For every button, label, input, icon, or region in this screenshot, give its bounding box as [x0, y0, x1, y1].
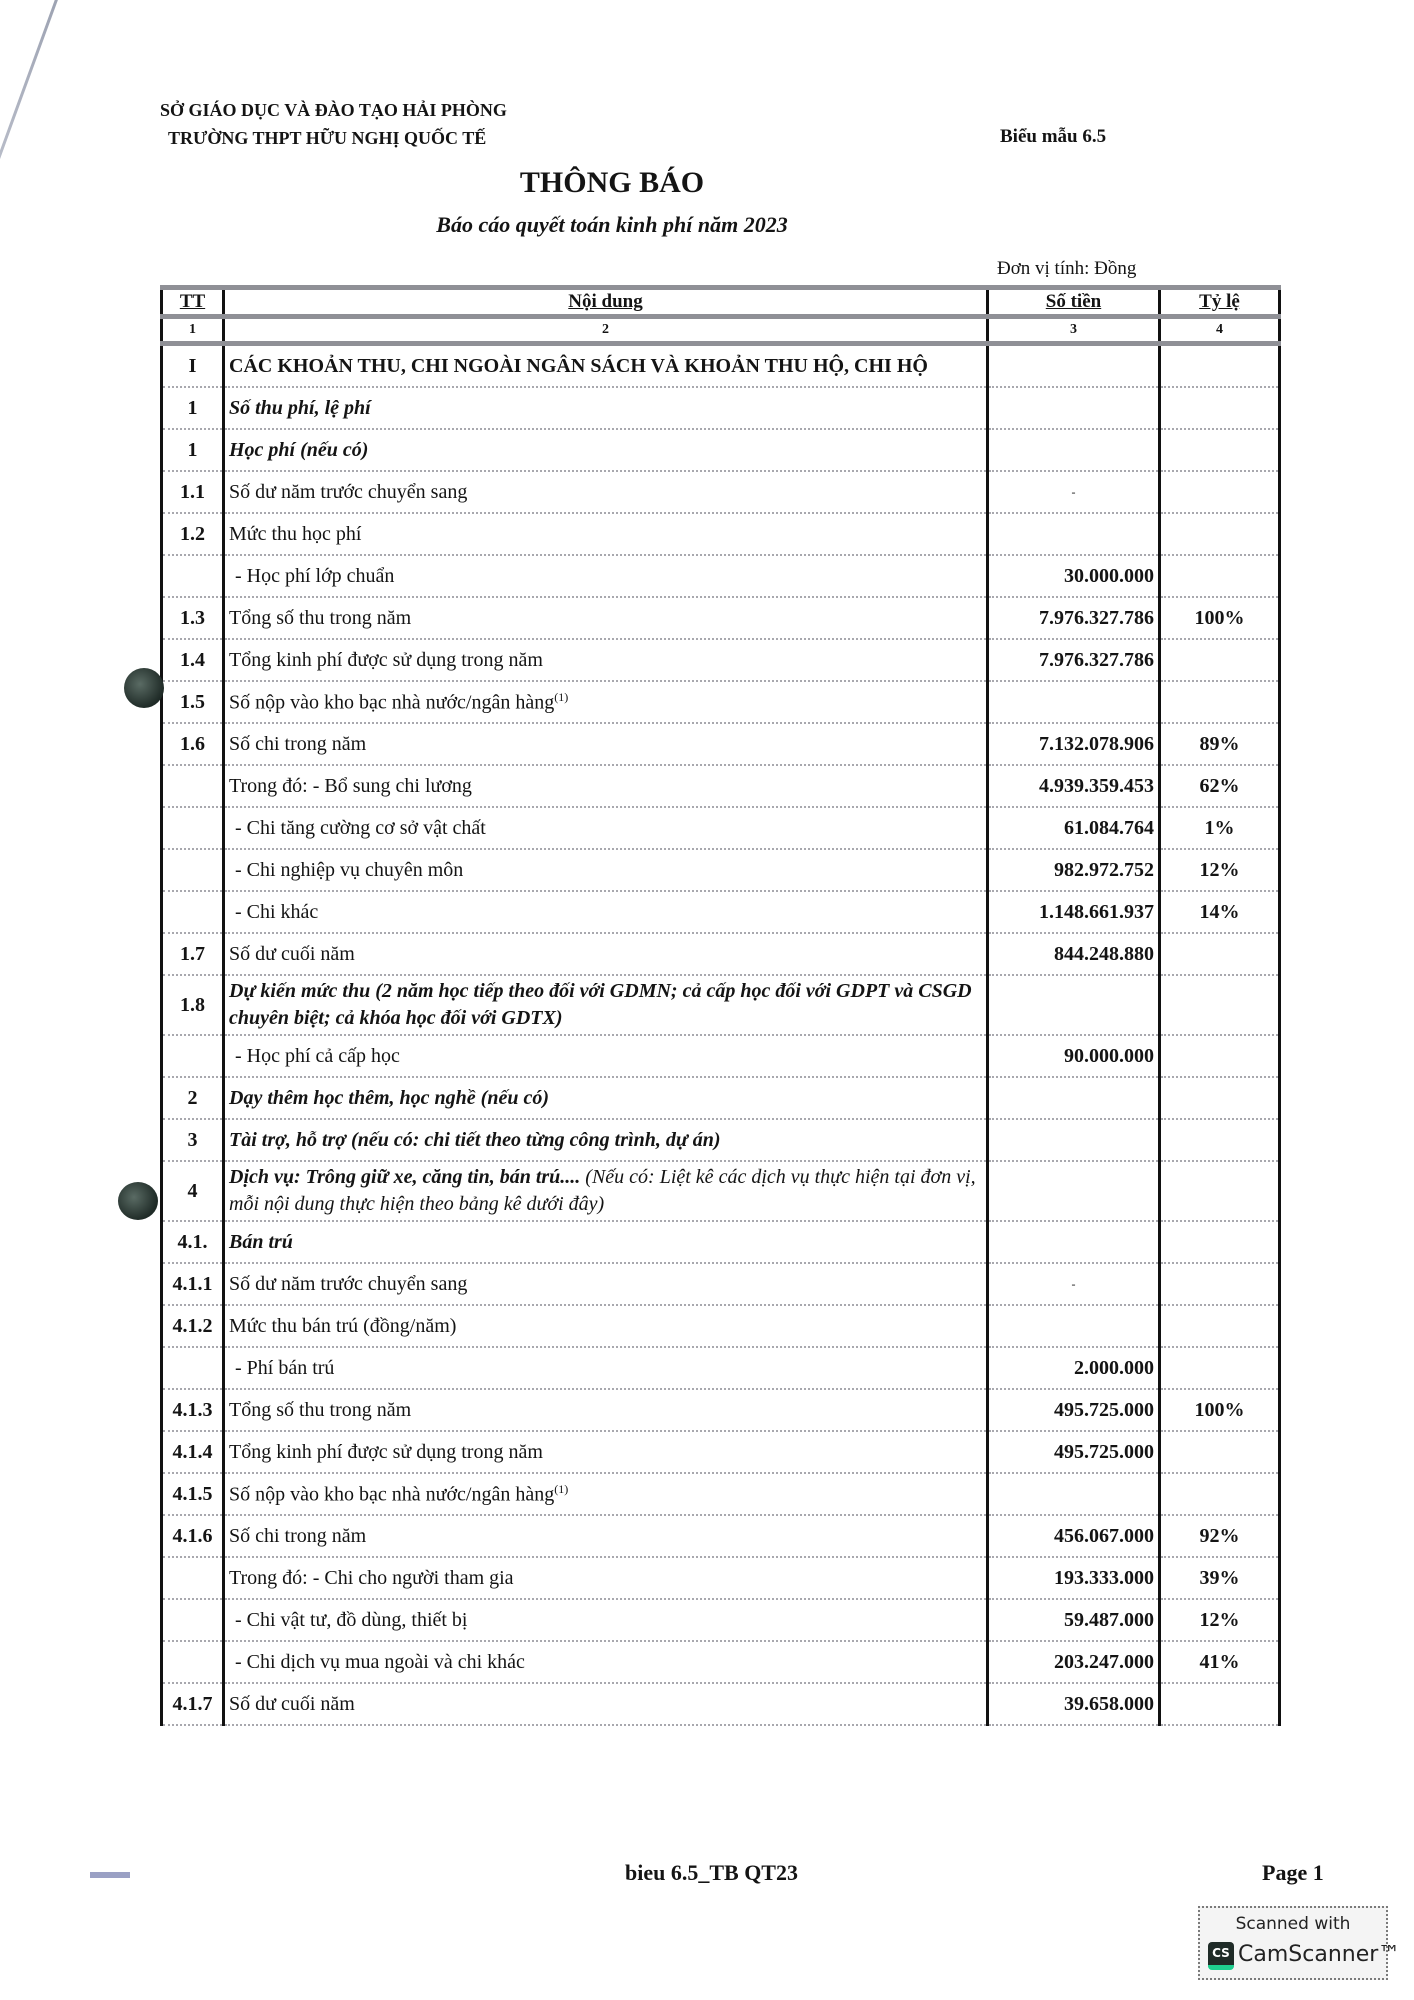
row-content	[224, 1473, 988, 1515]
row-content	[224, 681, 988, 723]
row-number: 4.1.6	[162, 1515, 224, 1557]
row-content	[224, 891, 988, 933]
row-amount: 7.976.327.786	[988, 597, 1160, 639]
table-row	[162, 344, 1280, 388]
row-number: 1.5	[162, 681, 224, 723]
row-number	[162, 1641, 224, 1683]
row-amount	[988, 344, 1160, 388]
row-content-text: Dự kiến mức thu (2 năm học tiếp theo đối với GDMN; cả cấp học đối với GDPT và CSGD chuyên biệt; cả khóa học đối với GDTX)	[229, 980, 972, 1029]
row-content	[224, 1221, 988, 1263]
row-content	[224, 1035, 988, 1077]
row-ratio: 89%	[1160, 723, 1280, 765]
row-ratio	[1160, 1161, 1280, 1221]
row-content	[224, 555, 988, 597]
footer-page-number: Page 1	[1262, 1860, 1324, 1885]
table-row	[162, 1347, 1280, 1389]
table-row	[162, 1389, 1280, 1431]
table-row	[162, 1515, 1280, 1557]
row-number: 4.1.5	[162, 1473, 224, 1515]
column-number-3: 3	[988, 317, 1160, 344]
row-number: 1.8	[162, 975, 224, 1035]
row-content	[224, 597, 988, 639]
badge-brand: CamScanner™	[1238, 1942, 1401, 1967]
row-content-text: Mức thu học phí	[229, 522, 362, 545]
school-name: TRƯỜNG THPT HỮU NGHỊ QUỐC TẾ	[168, 128, 487, 148]
row-ratio	[1160, 975, 1280, 1035]
row-number: 1	[162, 429, 224, 471]
row-ratio	[1160, 387, 1280, 429]
row-content	[224, 1161, 988, 1221]
footer-sheet-name: bieu 6.5_TB QT23	[625, 1860, 798, 1885]
row-content	[224, 387, 988, 429]
row-amount: 193.333.000	[988, 1557, 1160, 1599]
row-ratio	[1160, 344, 1280, 388]
row-content-text: - Chi tăng cường cơ sở vật chất	[235, 816, 486, 839]
table-row	[162, 1077, 1280, 1119]
table-row	[162, 513, 1280, 555]
table-row	[162, 807, 1280, 849]
row-number	[162, 1035, 224, 1077]
row-ratio: 100%	[1160, 1389, 1280, 1431]
table-row	[162, 597, 1280, 639]
table-row	[162, 933, 1280, 975]
row-content-text: - Học phí lớp chuẩn	[235, 564, 395, 587]
row-amount	[988, 1221, 1160, 1263]
footnote-marker: (1)	[554, 1481, 569, 1496]
column-header-amount: Số tiền	[988, 288, 1160, 317]
row-content-text: Số dư cuối năm	[229, 942, 355, 965]
row-content-text: - Phí bán trú	[235, 1356, 335, 1379]
row-amount: 495.725.000	[988, 1431, 1160, 1473]
row-content	[224, 1599, 988, 1641]
camscanner-badge	[1198, 1906, 1401, 1980]
column-number-2: 2	[224, 317, 988, 344]
row-number: 2	[162, 1077, 224, 1119]
row-amount	[988, 1473, 1160, 1515]
report-table	[160, 285, 1281, 1726]
row-number	[162, 765, 224, 807]
row-number	[162, 1599, 224, 1641]
row-content-text: Bán trú	[229, 1230, 293, 1253]
row-amount	[988, 1305, 1160, 1347]
table-row	[162, 849, 1280, 891]
row-ratio	[1160, 1347, 1280, 1389]
table-row	[162, 555, 1280, 597]
column-number-4: 4	[1160, 317, 1280, 344]
row-number: 1.1	[162, 471, 224, 513]
row-content-text: Số dư năm trước chuyển sang	[229, 480, 468, 503]
row-content	[224, 1077, 988, 1119]
table-row	[162, 1641, 1280, 1683]
table-row	[162, 1035, 1280, 1077]
row-content-text: - Học phí cả cấp học	[235, 1044, 400, 1067]
row-amount: 456.067.000	[988, 1515, 1160, 1557]
column-header-tt: TT	[162, 288, 224, 317]
row-amount: 2.000.000	[988, 1347, 1160, 1389]
row-ratio	[1160, 1077, 1280, 1119]
row-content-text: Tổng số thu trong năm	[229, 606, 412, 629]
row-ratio: 1%	[1160, 807, 1280, 849]
row-content	[224, 471, 988, 513]
table-row	[162, 387, 1280, 429]
row-ratio	[1160, 1431, 1280, 1473]
punch-hole	[124, 668, 164, 708]
column-header-content: Nội dung	[224, 288, 988, 317]
row-content	[224, 1557, 988, 1599]
row-amount: 844.248.880	[988, 933, 1160, 975]
document-subtitle: Báo cáo quyết toán kinh phí năm 2023	[436, 212, 788, 237]
table-row	[162, 1431, 1280, 1473]
row-ratio: 100%	[1160, 597, 1280, 639]
row-number	[162, 891, 224, 933]
row-content	[224, 1641, 988, 1683]
row-content-text: Dịch vụ: Trông giữ xe, căng tin, bán trú....	[229, 1166, 581, 1188]
row-amount: 982.972.752	[988, 849, 1160, 891]
row-ratio	[1160, 471, 1280, 513]
row-ratio	[1160, 1473, 1280, 1515]
row-amount	[988, 681, 1160, 723]
row-content-text: - Chi vật tư, đồ dùng, thiết bị	[235, 1608, 468, 1631]
row-amount	[988, 1119, 1160, 1161]
row-amount	[988, 387, 1160, 429]
row-content	[224, 639, 988, 681]
row-amount: 90.000.000	[988, 1035, 1160, 1077]
row-content	[224, 429, 988, 471]
row-amount	[988, 975, 1160, 1035]
row-ratio	[1160, 555, 1280, 597]
row-content-text: Số nộp vào kho bạc nhà nước/ngân hàng	[229, 1483, 555, 1506]
row-content-text: Số chi trong năm	[229, 732, 367, 755]
row-amount: 7.976.327.786	[988, 639, 1160, 681]
row-content-text: Số dư năm trước chuyển sang	[229, 1272, 468, 1295]
row-content	[224, 975, 988, 1035]
row-content	[224, 1347, 988, 1389]
row-content	[224, 1305, 988, 1347]
row-content	[224, 1515, 988, 1557]
row-content-text: Dạy thêm học thêm, học nghề (nếu có)	[229, 1086, 549, 1109]
row-ratio: 62%	[1160, 765, 1280, 807]
unit-label: Đơn vị tính: Đồng	[997, 258, 1137, 279]
table-row	[162, 1599, 1280, 1641]
camscanner-logo-icon: CS	[1208, 1942, 1234, 1970]
row-number	[162, 1347, 224, 1389]
row-content	[224, 933, 988, 975]
footer-mark	[90, 1872, 130, 1878]
table-row	[162, 1557, 1280, 1599]
table-row	[162, 639, 1280, 681]
table-row	[162, 1119, 1280, 1161]
row-number	[162, 849, 224, 891]
row-amount	[988, 513, 1160, 555]
table-row	[162, 891, 1280, 933]
row-content-text: Trong đó: - Chi cho người tham gia	[229, 1566, 514, 1589]
row-number: 1.6	[162, 723, 224, 765]
table-row	[162, 471, 1280, 513]
row-content-text: Mức thu bán trú (đồng/năm)	[229, 1314, 457, 1337]
table-row	[162, 1263, 1280, 1305]
row-content-note: (Nếu có: Liệt kê các dịch vụ thực hiện tại đơn vị, mỗi nội dung thực hiện theo bảng kê dưới đây)	[229, 1166, 976, 1215]
row-content	[224, 1431, 988, 1473]
row-amount: -	[988, 471, 1160, 513]
row-number: 3	[162, 1119, 224, 1161]
agency-name: SỞ GIÁO DỤC VÀ ĐÀO TẠO HẢI PHÒNG	[160, 100, 507, 120]
row-number	[162, 555, 224, 597]
row-content	[224, 1389, 988, 1431]
document-title: THÔNG BÁO	[519, 166, 705, 199]
row-number: 4.1.1	[162, 1263, 224, 1305]
row-ratio	[1160, 1119, 1280, 1161]
form-number: Biểu mẫu 6.5	[1000, 126, 1107, 147]
row-number: 4	[162, 1161, 224, 1221]
row-content-text: Tài trợ, hỗ trợ (nếu có: chi tiết theo từng công trình, dự án)	[229, 1128, 721, 1151]
row-number: 4.1.4	[162, 1431, 224, 1473]
row-ratio: 92%	[1160, 1515, 1280, 1557]
table-row	[162, 765, 1280, 807]
row-amount: 30.000.000	[988, 555, 1160, 597]
row-number: I	[162, 344, 224, 388]
row-ratio	[1160, 1305, 1280, 1347]
row-content	[224, 723, 988, 765]
row-ratio	[1160, 1035, 1280, 1077]
row-content	[224, 513, 988, 555]
row-amount: 61.084.764	[988, 807, 1160, 849]
row-content-text: Số thu phí, lệ phí	[229, 396, 371, 419]
row-content	[224, 765, 988, 807]
row-amount	[988, 1161, 1160, 1221]
row-content-text: Số chi trong năm	[229, 1524, 367, 1547]
row-content-text: Tổng kinh phí được sử dụng trong năm	[229, 1440, 543, 1463]
row-amount: 39.658.000	[988, 1683, 1160, 1725]
table-row	[162, 1305, 1280, 1347]
row-content	[224, 1119, 988, 1161]
row-amount	[988, 429, 1160, 471]
row-amount: 59.487.000	[988, 1599, 1160, 1641]
row-ratio: 39%	[1160, 1557, 1280, 1599]
row-ratio: 12%	[1160, 1599, 1280, 1641]
row-content	[224, 344, 988, 388]
row-content	[224, 1263, 988, 1305]
table-row	[162, 429, 1280, 471]
row-content-text: CÁC KHOẢN THU, CHI NGOÀI NGÂN SÁCH VÀ KHOẢN THU HỘ, CHI HỘ	[229, 354, 928, 377]
row-ratio	[1160, 513, 1280, 555]
column-number-1: 1	[162, 317, 224, 344]
table-row	[162, 723, 1280, 765]
row-ratio	[1160, 1683, 1280, 1725]
row-number	[162, 807, 224, 849]
row-content-text: - Chi nghiệp vụ chuyên môn	[235, 858, 464, 881]
row-ratio	[1160, 1263, 1280, 1305]
table-row	[162, 1473, 1280, 1515]
footnote-marker: (1)	[554, 689, 569, 704]
row-content-text: Tổng kinh phí được sử dụng trong năm	[229, 648, 543, 671]
row-ratio	[1160, 429, 1280, 471]
row-amount: 203.247.000	[988, 1641, 1160, 1683]
row-number: 4.1.3	[162, 1389, 224, 1431]
table-row	[162, 681, 1280, 723]
row-number	[162, 1557, 224, 1599]
row-ratio: 14%	[1160, 891, 1280, 933]
row-content-text: Số nộp vào kho bạc nhà nước/ngân hàng	[229, 691, 555, 714]
row-content	[224, 1683, 988, 1725]
row-content	[224, 807, 988, 849]
row-ratio	[1160, 681, 1280, 723]
row-ratio	[1160, 933, 1280, 975]
table-row	[162, 1161, 1280, 1221]
row-number: 1.2	[162, 513, 224, 555]
row-ratio: 41%	[1160, 1641, 1280, 1683]
table-row	[162, 975, 1280, 1035]
punch-hole	[118, 1182, 158, 1220]
row-amount: 495.725.000	[988, 1389, 1160, 1431]
row-content	[224, 849, 988, 891]
row-number: 1.3	[162, 597, 224, 639]
row-amount: 7.132.078.906	[988, 723, 1160, 765]
row-number: 1	[162, 387, 224, 429]
row-content-text: Học phí (nếu có)	[229, 438, 369, 461]
row-content-text: Tổng số thu trong năm	[229, 1398, 412, 1421]
row-content-text: Trong đó: - Bổ sung chi lương	[229, 774, 472, 797]
row-amount	[988, 1077, 1160, 1119]
row-ratio	[1160, 639, 1280, 681]
table-row	[162, 1221, 1280, 1263]
column-header-ratio: Tỷ lệ	[1160, 288, 1280, 317]
row-number: 4.1.2	[162, 1305, 224, 1347]
row-content-text: Số dư cuối năm	[229, 1692, 355, 1715]
row-amount: 4.939.359.453	[988, 765, 1160, 807]
row-content-text: - Chi dịch vụ mua ngoài và chi khác	[235, 1650, 525, 1673]
row-content-text: - Chi khác	[235, 900, 319, 923]
row-number: 1.7	[162, 933, 224, 975]
row-number: 4.1.	[162, 1221, 224, 1263]
row-ratio	[1160, 1221, 1280, 1263]
row-number: 1.4	[162, 639, 224, 681]
row-number: 4.1.7	[162, 1683, 224, 1725]
table-row	[162, 1683, 1280, 1725]
row-amount: -	[988, 1263, 1160, 1305]
row-ratio: 12%	[1160, 849, 1280, 891]
badge-caption: Scanned with	[1235, 1914, 1351, 1934]
row-amount: 1.148.661.937	[988, 891, 1160, 933]
